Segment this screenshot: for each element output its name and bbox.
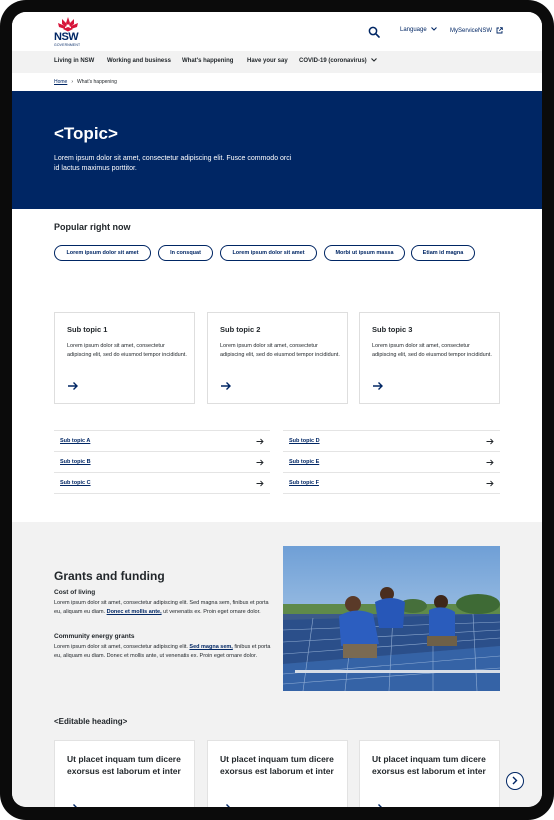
grant-text: Lorem ipsum dolor sit amet, consectetur adipiscing elit. bbox=[54, 644, 190, 650]
arrow-right-icon bbox=[256, 480, 264, 487]
nav-have-your-say[interactable]: Have your say bbox=[247, 58, 288, 64]
nsw-logo[interactable] bbox=[54, 16, 82, 50]
subtopic-card[interactable] bbox=[54, 312, 195, 404]
subtopic-link[interactable] bbox=[283, 430, 500, 451]
subtopic-link[interactable] bbox=[54, 472, 270, 494]
breadcrumb-home[interactable]: Home bbox=[54, 79, 68, 85]
external-link-icon bbox=[496, 27, 503, 34]
nav-covid-label: COVID-19 (coronavirus) bbox=[299, 58, 367, 64]
popular-chip[interactable]: In consquat bbox=[158, 245, 213, 261]
content-card[interactable] bbox=[359, 740, 500, 807]
site-header bbox=[12, 12, 542, 51]
subtopic-link[interactable] bbox=[54, 451, 270, 472]
grant-inline-link[interactable]: Sed magna sem, bbox=[189, 644, 233, 650]
link-label: Sub topic B bbox=[60, 459, 91, 465]
arrow-right-icon bbox=[486, 438, 494, 445]
link-label: Sub topic F bbox=[289, 480, 319, 486]
content-card[interactable] bbox=[54, 740, 195, 807]
arrow-right-icon bbox=[220, 381, 232, 391]
card-description: Lorem ipsum dolor sit amet, consectetur adipiscing elit, sed do eiusmod tempor incididunt. bbox=[220, 343, 340, 358]
arrow-right-icon bbox=[486, 480, 494, 487]
card-title: Ut placet inquam tum dicere exorsus est laborum et inter bbox=[220, 754, 334, 776]
arrow-right-icon bbox=[372, 803, 384, 807]
grant-text: Lorem ipsum dolor sit amet, consectetur adipiscing elit. Sed magna sem, finibus et porta eu, aliquam eu diam. bbox=[54, 600, 269, 615]
subtopic-card[interactable] bbox=[207, 312, 348, 404]
nav-whats-happening[interactable]: What's happening bbox=[182, 58, 234, 64]
card-title: Sub topic 3 bbox=[372, 325, 413, 334]
arrow-right-icon bbox=[256, 459, 264, 466]
language-label: Language bbox=[400, 27, 427, 33]
card-title: Ut placet inquam tum dicere exorsus est laborum et inter bbox=[67, 754, 181, 776]
chevron-right-icon: › bbox=[71, 79, 74, 85]
nav-living-in-nsw[interactable]: Living in NSW bbox=[54, 58, 95, 64]
solar-panels-photo bbox=[283, 546, 500, 691]
grant-paragraph bbox=[54, 599, 272, 616]
logo-subtext: GOVERNMENT bbox=[54, 43, 81, 47]
grant-inline-link[interactable]: Donec et mollis ante, bbox=[106, 608, 162, 615]
card-description: Lorem ipsum dolor sit amet, consectetur adipiscing elit, sed do eiusmod tempor incididunt. bbox=[372, 343, 492, 358]
chevron-down-icon bbox=[371, 58, 377, 62]
link-label: Sub topic D bbox=[289, 438, 320, 444]
content-card[interactable] bbox=[207, 740, 348, 807]
grant-subheading: Community energy grants bbox=[54, 633, 135, 640]
subtopic-link[interactable] bbox=[54, 430, 270, 451]
carousel-next-button[interactable] bbox=[506, 772, 524, 790]
popular-chip[interactable]: Lorem ipsum dolor sit amet bbox=[220, 245, 317, 261]
page-title: <Topic> bbox=[54, 124, 118, 143]
breadcrumb bbox=[54, 79, 117, 85]
logo-wordmark: NSW bbox=[54, 31, 79, 43]
language-selector[interactable] bbox=[400, 27, 437, 33]
waratah-icon bbox=[57, 16, 79, 32]
card-title: Ut placet inquam tum dicere exorsus est laborum et inter bbox=[372, 754, 486, 776]
arrow-right-icon bbox=[67, 803, 79, 807]
popular-heading: Popular right now bbox=[54, 222, 131, 232]
card-description: Lorem ipsum dolor sit amet, consectetur adipiscing elit, sed do eiusmod tempor incididunt. bbox=[67, 343, 187, 358]
grant-text: finibus et porta eu, aliquam eu diam. Donec et mollis ante, ut venenatis ex. Proin eget ornare dolor. bbox=[54, 644, 271, 659]
link-label: Sub topic A bbox=[60, 438, 91, 444]
nav-working-and-business[interactable]: Working and business bbox=[107, 58, 171, 64]
main-navigation bbox=[12, 51, 542, 73]
card-title: Sub topic 1 bbox=[67, 325, 108, 334]
editable-heading: <Editable heading> bbox=[54, 717, 128, 726]
subtopic-card[interactable] bbox=[359, 312, 500, 404]
subtopic-link[interactable] bbox=[283, 472, 500, 494]
grant-text: ut venenatis ex. Proin eget ornare dolor. bbox=[161, 608, 261, 615]
chevron-right-icon bbox=[507, 773, 522, 788]
arrow-right-icon bbox=[220, 803, 232, 807]
breadcrumb-current: What's happening bbox=[77, 79, 117, 85]
arrow-right-icon bbox=[256, 438, 264, 445]
popular-chip[interactable]: Lorem ipsum dolor sit amet bbox=[54, 245, 151, 261]
grant-subheading: Cost of living bbox=[54, 589, 96, 596]
nav-covid-19[interactable] bbox=[299, 58, 377, 64]
arrow-right-icon bbox=[486, 459, 494, 466]
search-icon[interactable] bbox=[368, 26, 380, 38]
hero-banner bbox=[12, 91, 542, 209]
grants-heading: Grants and funding bbox=[54, 569, 165, 583]
grant-paragraph bbox=[54, 643, 272, 660]
popular-chip[interactable]: Etiam id magna bbox=[411, 245, 475, 261]
myservice-label: MyServiceNSW bbox=[450, 28, 493, 35]
arrow-right-icon bbox=[67, 381, 79, 391]
card-title: Sub topic 2 bbox=[220, 325, 261, 334]
link-label: Sub topic E bbox=[289, 459, 320, 465]
hero-intro: Lorem ipsum dolor sit amet, consectetur adipiscing elit. Fusce commodo orci id lactus maximus porttitor. bbox=[54, 155, 292, 172]
arrow-right-icon bbox=[372, 381, 384, 391]
link-label: Sub topic C bbox=[60, 480, 91, 486]
popular-chip[interactable]: Morbi ut ipsum massa bbox=[324, 245, 405, 261]
myservice-link[interactable] bbox=[450, 27, 503, 34]
subtopic-link[interactable] bbox=[283, 451, 500, 472]
chevron-down-icon bbox=[431, 27, 437, 31]
screen bbox=[12, 12, 542, 807]
